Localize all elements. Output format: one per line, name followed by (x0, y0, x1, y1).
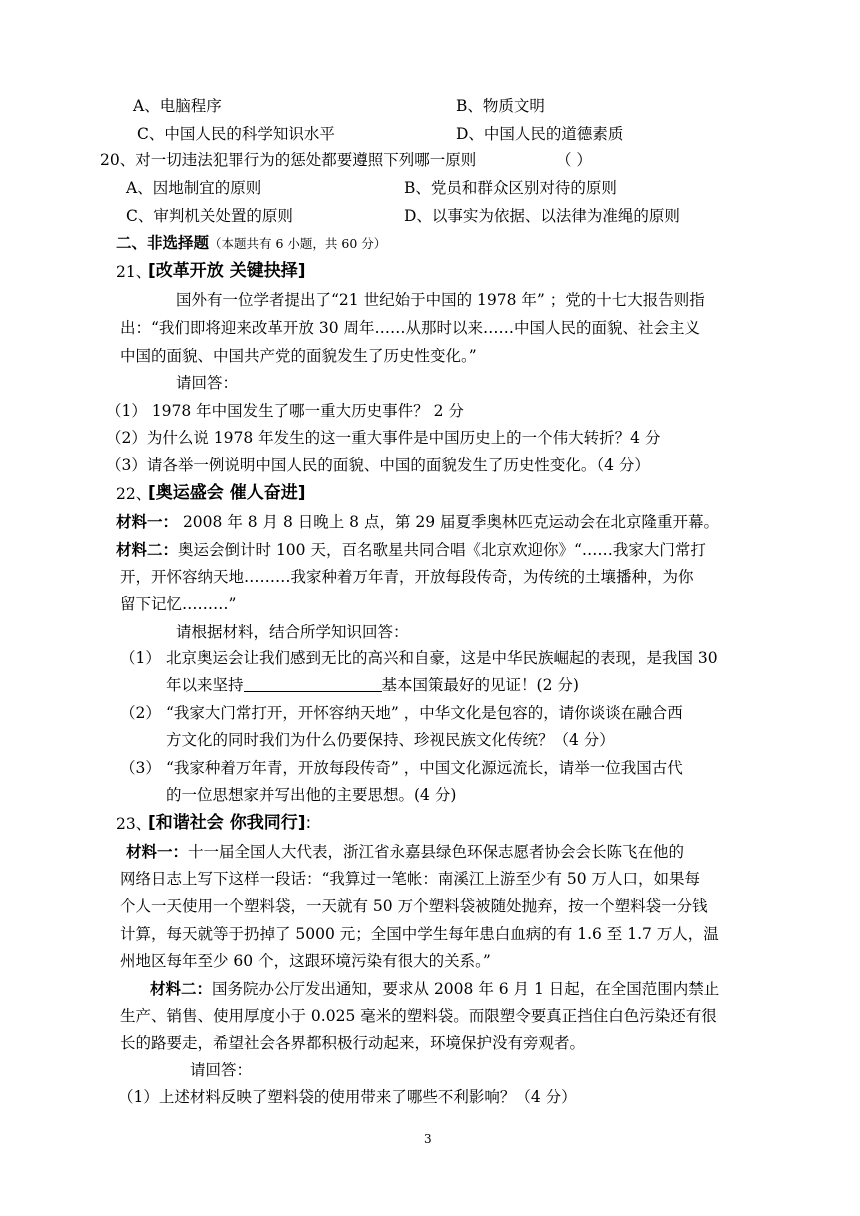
q22-subquestion-2-line: “我家大门常打开，开怀容纳天地” ，中华文化是包容的，请你谈谈在融合西 (166, 704, 683, 722)
q21-subquestion-3: （3）请各举一例说明中国人民的面貌、中国的面貌发生了历史性变化。（4 分） (106, 456, 650, 474)
q22-material-1 (116, 512, 719, 532)
q21-subquestion-1: （1） 1978 年中国发生了哪一重大历史事件？ 2 分 (106, 402, 464, 420)
q20-option-b: B、党员和群众区别对待的原则 (404, 179, 617, 197)
q21-number: 21、 (116, 263, 152, 281)
q23-material-1-line: 计算，每天就等于扔掉了 5000 元；全国中学生每年患白血病的有 1.6 至 1.7 万人，温 (120, 925, 719, 943)
q19-option-b: B、物质文明 (456, 97, 545, 115)
q23-material-1-line: 州地区每年至少 60 个，这跟环境污染有很大的关系。” (120, 952, 491, 970)
material-label: 材料二： (150, 979, 213, 998)
q22-subquestion-1-number: （1） (120, 649, 161, 667)
q21-title: [改革开放 关键抉择] (148, 261, 306, 281)
q22-subquestion-3-line: 的一位思想家并写出他的主要思想。(4 分) (166, 786, 457, 804)
material-text: 2008 年 8 月 8 日晚上 8 点，第 29 届夏季奥林匹克运动会在北京隆重开幕。 (178, 513, 720, 531)
q23-title-colon: : (305, 813, 312, 833)
section-note: （本题共有 6 小题，共 60 分） (209, 236, 387, 251)
q21-paragraph-line: 国外有一位学者提出了“21 世纪始于中国的 1978 年” ；党的十七大报告则指 (176, 291, 705, 309)
q22-subquestion-3-number: （3） (120, 759, 161, 777)
q23-material-1-line: 网络日志上写下这样一段话：“我算过一笔帐：南溪江上游至少有 50 万人口，如果每 (120, 870, 701, 888)
q21-paragraph-line: 中国的面貌、中国共产党的面貌发生了历史性变化。” (120, 347, 477, 365)
q23-material-1-line: 个人一天使用一个塑料袋，一天就有 50 万个塑料袋被随处抛弃，按一个塑料袋一分钱 (120, 897, 708, 915)
material-text: 奥运会倒计时 100 天，百名歌星共同合唱《北京欢迎你》“……我家大门常打 (178, 541, 706, 559)
q23-material-1 (126, 842, 684, 862)
section-heading (116, 233, 386, 254)
q23-title-text: [和谐社会 你我同行] (148, 813, 306, 833)
q23-subquestion-1: （1）上述材料反映了塑料袋的使用带来了哪些不利影响？（4 分） (118, 1088, 577, 1106)
q20-stem: 20、对一切违法犯罪行为的惩处都要遵照下列哪一原则 (100, 151, 477, 169)
q21-ask: 请回答： (176, 374, 239, 392)
q22-subquestion-1-line (166, 675, 579, 695)
q22-subquestion-2-number: （2） (120, 704, 161, 722)
q22-ask: 请根据材料，结合所学知识回答： (176, 623, 409, 641)
q20-answer-paren: （ ） (556, 151, 592, 169)
q21-subquestion-2: （2）为什么说 1978 年发生的这一重大事件是中国历史上的一个伟大转折？4 分 (106, 429, 661, 447)
q22-sub1-text: 基本国策最好的见证！(2 分) (381, 676, 579, 694)
q23-material-2-line: 生产、销售、使用厚度小于 0.025 毫米的塑料袋。而限塑令要真正挡住白色污染还有很 (120, 1007, 717, 1025)
material-text: 国务院办公厅发出通知，要求从 2008 年 6 月 1 日起，在全国范围内禁止 (212, 980, 720, 998)
material-label: 材料二： (116, 540, 179, 559)
q22-material-2-line: 开，开怀容纳天地………我家种着万年青，开放每段传奇，为传统的土壤播种，为你 (120, 568, 694, 586)
q22-sub1-text: 年以来坚持 (166, 676, 244, 694)
q21-paragraph-line: 出：“我们即将迎来改革开放 30 周年……从那时以来……中国人民的面貌、社会主义 (120, 319, 701, 337)
q23-material-2 (150, 979, 719, 999)
q22-number: 22、 (116, 485, 152, 503)
q20-option-c: C、审判机关处置的原则 (126, 207, 293, 225)
material-label: 材料一： (116, 512, 179, 531)
q19-option-c: C、中国人民的科学知识水平 (137, 125, 335, 143)
q19-option-a: A、电脑程序 (133, 97, 222, 115)
q23-ask: 请回答： (190, 1061, 253, 1079)
answer-blank[interactable] (244, 677, 382, 692)
material-label: 材料一： (126, 842, 189, 861)
q23-material-2-line: 长的路要走，希望社会各界都积极行动起来，环境保护没有旁观者。 (120, 1034, 586, 1052)
q22-material-2-line: 留下记忆………” (120, 595, 237, 613)
q20-option-d: D、以事实为依据、以法律为准绳的原则 (404, 207, 680, 225)
q23-number: 23、 (116, 815, 152, 833)
q22-material-2 (116, 540, 706, 560)
q20-option-a: A、因地制宜的原则 (126, 179, 262, 197)
q22-title: [奥运盛会 催人奋进] (148, 483, 306, 503)
material-text: 十一届全国人大代表，浙江省永嘉县绿色环保志愿者协会会长陈飞在他的 (188, 843, 685, 861)
q22-subquestion-2-line: 方文化的同时我们为什么仍要保持、珍视民族文化传统？（4 分） (166, 731, 615, 749)
q22-subquestion-1-line: 北京奥运会让我们感到无比的高兴和自豪，这是中华民族崛起的表现，是我国 30 (166, 649, 718, 667)
q22-subquestion-3-line: “我家种着万年青，开放每段传奇” ，中国文化源远流长，请举一位我国古代 (166, 759, 683, 777)
section-title: 二、非选择题 (116, 233, 210, 252)
q23-title (148, 812, 311, 834)
q19-option-d: D、中国人民的道德素质 (456, 125, 624, 143)
page-number: 3 (424, 1132, 432, 1146)
